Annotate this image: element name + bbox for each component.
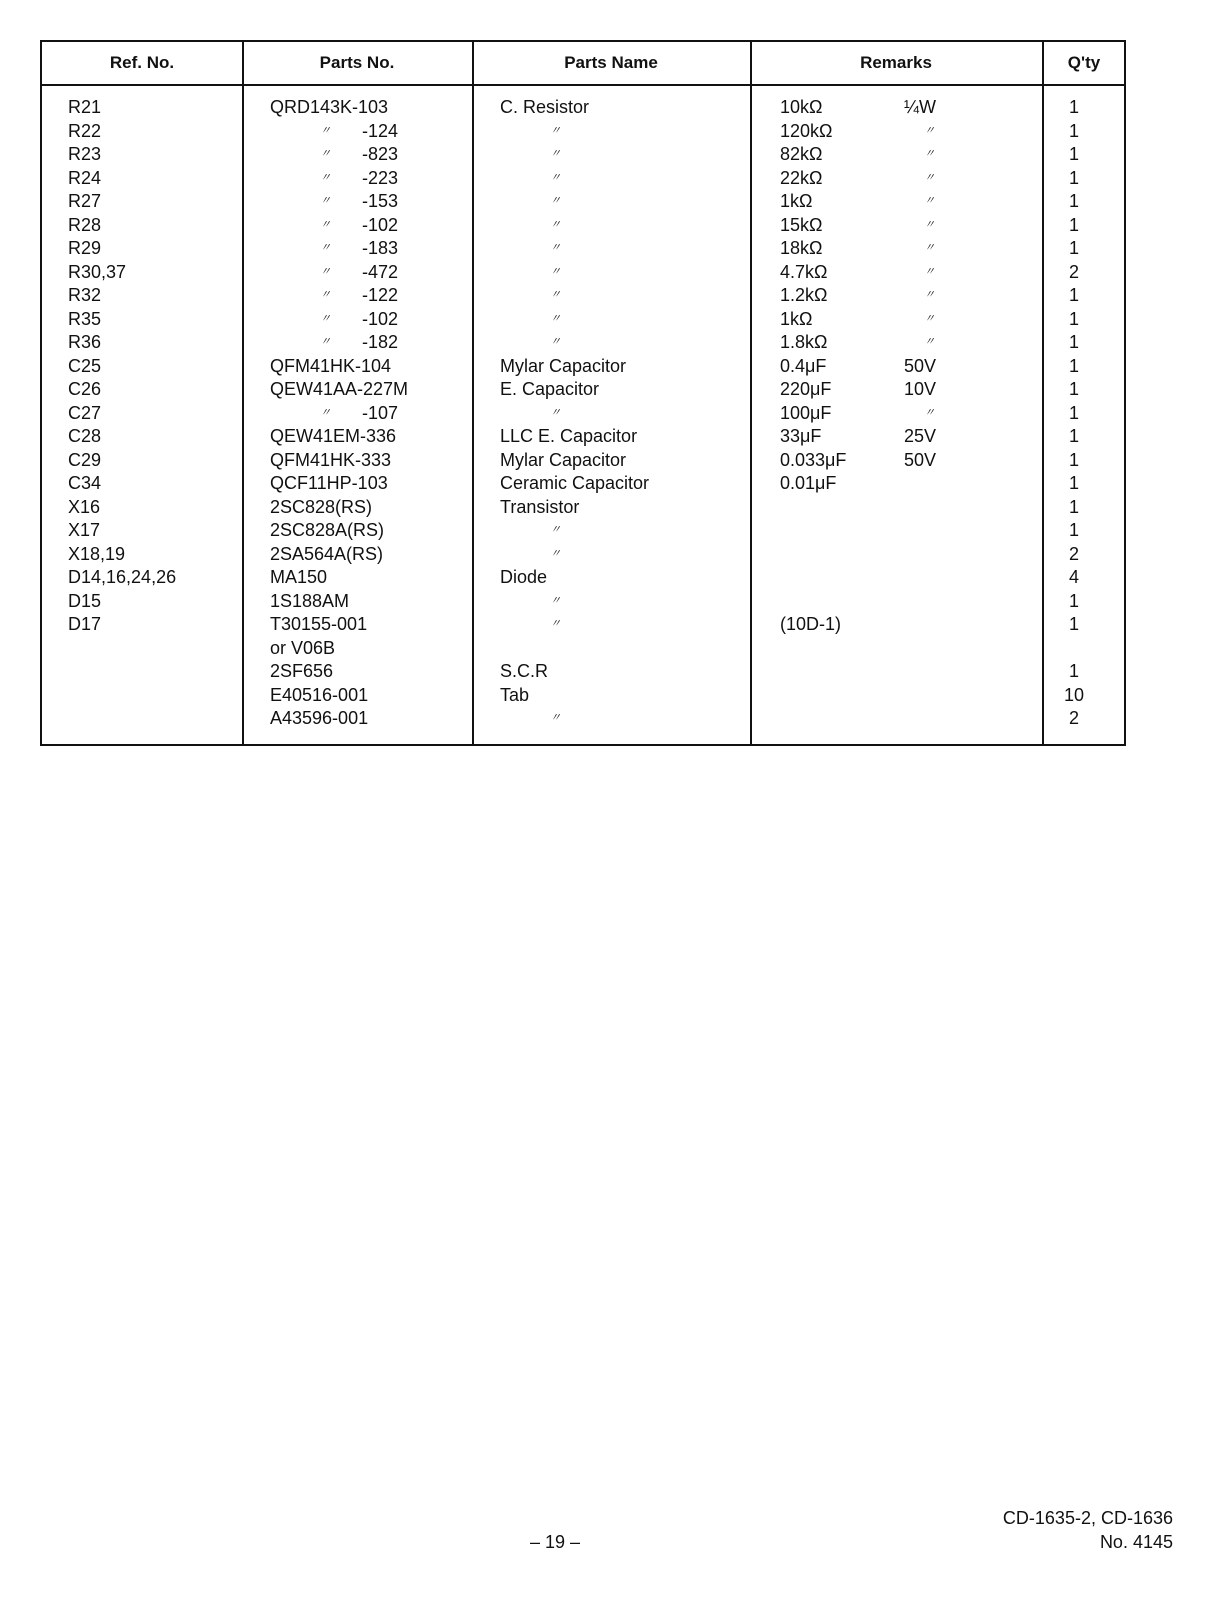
- qty-cell: 1: [1068, 238, 1079, 258]
- qty-cell: 1: [1068, 614, 1079, 634]
- remarks-rating-cell: 〃: [924, 195, 935, 207]
- qty-cell: 2: [1068, 261, 1079, 282]
- parts-no-cell: -102: [362, 308, 399, 329]
- remarks-value-cell: 4.7kΩ: [780, 261, 828, 282]
- qty-cell: 1: [1068, 214, 1079, 235]
- remarks-rating-cell: 10V: [904, 379, 937, 399]
- parts-no-cell: T30155-001: [270, 614, 368, 634]
- parts-no-cell: A43596-001: [270, 708, 369, 728]
- parts-name-cell: Mylar Capacitor: [500, 449, 627, 470]
- remarks-rating-cell: 〃: [924, 171, 935, 184]
- ref-no-cell: D17: [68, 614, 102, 634]
- parts-name-cell: 〃: [550, 171, 561, 184]
- parts-no-ditto: 〃: [320, 195, 331, 207]
- parts-no-cell: QFM41HK-104: [270, 355, 392, 376]
- qty-cell: 1: [1068, 308, 1079, 329]
- parts-name-cell: 〃: [550, 265, 561, 278]
- header-parts-no: Parts No.: [319, 53, 395, 72]
- qty-cell: 1: [1068, 144, 1079, 164]
- remarks-value-cell: 1.2kΩ: [780, 285, 828, 305]
- parts-no-cell: -182: [362, 332, 399, 352]
- qty-cell: 1: [1068, 379, 1079, 399]
- ref-no-cell: R23: [68, 144, 102, 164]
- remarks-rating-cell: 〃: [924, 218, 935, 231]
- parts-name-cell: 〃: [550, 594, 561, 607]
- qty-cell: 10: [1063, 684, 1085, 705]
- remarks-value-cell: 22kΩ: [780, 167, 823, 188]
- column-divider: [750, 42, 752, 744]
- parts-no-ditto: 〃: [320, 124, 331, 137]
- remarks-value-cell: 15kΩ: [780, 214, 823, 235]
- parts-name-cell: 〃: [550, 195, 561, 207]
- parts-no-cell: 2SA564A(RS): [270, 543, 384, 564]
- qty-cell: 1: [1068, 590, 1079, 611]
- ref-no-cell: R24: [68, 167, 102, 188]
- ref-no-cell: C26: [68, 379, 102, 399]
- document-number: No. 4145: [1099, 1532, 1173, 1552]
- parts-name-cell: 〃: [550, 406, 561, 419]
- ref-no-cell: C25: [68, 355, 102, 376]
- header-remarks: Remarks: [860, 53, 932, 72]
- ref-no-cell: D14,16,24,26: [68, 567, 177, 587]
- parts-no-cell: QEW41EM-336: [270, 426, 397, 446]
- ref-no-cell: R27: [68, 191, 102, 211]
- ref-no-cell: C34: [68, 473, 102, 493]
- parts-name-cell: C. Resistor: [500, 97, 590, 117]
- parts-name-cell: S.C.R: [500, 661, 549, 681]
- parts-name-cell: 〃: [550, 712, 561, 724]
- parts-no-cell: 2SC828A(RS): [270, 520, 385, 540]
- parts-name-cell: 〃: [550, 524, 561, 536]
- parts-no-cell: E40516-001: [270, 684, 369, 705]
- remarks-rating-cell: 〃: [924, 124, 935, 137]
- header-ref-no: Ref. No.: [109, 53, 175, 72]
- parts-no-cell: QRD143K-103: [270, 97, 389, 117]
- remarks-value-cell: 33μF: [780, 426, 822, 446]
- qty-cell: 1: [1068, 473, 1079, 493]
- qty-cell: 1: [1068, 285, 1079, 305]
- ref-no-cell: R28: [68, 214, 102, 235]
- remarks-rating-cell: 〃: [924, 336, 935, 348]
- parts-no-cell: QFM41HK-333: [270, 449, 392, 470]
- ref-no-cell: R29: [68, 238, 102, 258]
- parts-no-cell: 1S188AM: [270, 590, 350, 611]
- parts-no-ditto: 〃: [320, 289, 331, 301]
- parts-no-cell: or V06B: [270, 637, 336, 658]
- parts-name-cell: 〃: [550, 242, 561, 254]
- qty-cell: 1: [1068, 496, 1079, 517]
- model-number: CD-1635-2, CD-1636: [1002, 1508, 1173, 1528]
- parts-name-cell: Tab: [500, 684, 530, 705]
- ref-no-cell: D15: [68, 590, 102, 611]
- ref-no-cell: R32: [68, 285, 102, 305]
- parts-no-cell: QEW41AA-227M: [270, 379, 409, 399]
- parts-name-cell: E. Capacitor: [500, 379, 600, 399]
- parts-name-cell: Transistor: [500, 496, 580, 517]
- qty-cell: 1: [1068, 167, 1079, 188]
- remarks-rating-cell: ¼W: [904, 97, 937, 117]
- header-parts-name: Parts Name: [564, 53, 658, 72]
- ref-no-cell: C29: [68, 449, 102, 470]
- qty-cell: 1: [1068, 191, 1079, 211]
- parts-no-ditto: 〃: [320, 406, 331, 419]
- parts-no-cell: -223: [362, 167, 399, 188]
- parts-no-ditto: 〃: [320, 312, 331, 325]
- remarks-rating-cell: 〃: [924, 289, 935, 301]
- parts-no-cell: 2SC828(RS): [270, 496, 373, 517]
- qty-cell: 2: [1068, 543, 1079, 564]
- parts-name-cell: Ceramic Capacitor: [500, 473, 650, 493]
- parts-no-cell: -102: [362, 214, 399, 235]
- remarks-rating-cell: 50V: [904, 355, 937, 376]
- remarks-value-cell: 0.4μF: [780, 355, 827, 376]
- parts-no-cell: -124: [362, 120, 399, 141]
- parts-no-cell: -472: [362, 261, 399, 282]
- parts-no-cell: -183: [362, 238, 399, 258]
- parts-name-cell: 〃: [550, 336, 561, 348]
- parts-name-cell: 〃: [550, 547, 561, 560]
- parts-no-ditto: 〃: [320, 242, 331, 254]
- parts-no-ditto: 〃: [320, 218, 331, 231]
- column-divider: [472, 42, 474, 744]
- parts-no-ditto: 〃: [320, 336, 331, 348]
- column-divider: [242, 42, 244, 744]
- remarks-rating-cell: 〃: [924, 406, 935, 419]
- remarks-value-cell: 1.8kΩ: [780, 332, 828, 352]
- ref-no-cell: R21: [68, 97, 102, 117]
- ref-no-cell: X18,19: [68, 543, 126, 564]
- parts-name-cell: 〃: [550, 312, 561, 325]
- parts-no-cell: QCF11HP-103: [270, 473, 388, 493]
- parts-name-cell: Mylar Capacitor: [500, 355, 627, 376]
- parts-no-cell: -823: [362, 144, 399, 164]
- ref-no-cell: R22: [68, 120, 102, 141]
- remarks-rating-cell: 〃: [924, 242, 935, 254]
- qty-cell: 1: [1068, 426, 1079, 446]
- remarks-rating-cell: 25V: [904, 426, 937, 446]
- remarks-value-cell: 10kΩ: [780, 97, 823, 117]
- remarks-value-cell: 0.033μF: [780, 449, 847, 470]
- qty-cell: 1: [1068, 97, 1079, 117]
- parts-no-ditto: 〃: [320, 148, 331, 160]
- qty-cell: 2: [1068, 708, 1079, 728]
- parts-name-cell: 〃: [550, 124, 561, 137]
- qty-cell: 4: [1068, 567, 1079, 587]
- page-number: – 19 –: [530, 1532, 581, 1552]
- ref-no-cell: X17: [68, 520, 101, 540]
- parts-no-cell: -122: [362, 285, 399, 305]
- remarks-value-cell: 100μF: [780, 402, 832, 423]
- parts-name-cell: 〃: [550, 148, 561, 160]
- remarks-rating-cell: 50V: [904, 449, 937, 470]
- qty-cell: 1: [1068, 355, 1079, 376]
- qty-cell: 1: [1068, 332, 1079, 352]
- qty-cell: 1: [1068, 402, 1079, 423]
- remarks-rating-cell: 〃: [924, 148, 935, 160]
- parts-list-table: [40, 40, 1126, 746]
- remarks-value-cell: (10D-1): [780, 614, 842, 634]
- remarks-value-cell: 220μF: [780, 379, 832, 399]
- remarks-value-cell: 82kΩ: [780, 144, 823, 164]
- parts-no-cell: 2SF656: [270, 661, 334, 681]
- ref-no-cell: C28: [68, 426, 102, 446]
- remarks-rating-cell: 〃: [924, 312, 935, 325]
- ref-no-cell: C27: [68, 402, 102, 423]
- parts-no-cell: -153: [362, 191, 399, 211]
- remarks-value-cell: 1kΩ: [780, 191, 813, 211]
- parts-no-ditto: 〃: [320, 171, 331, 184]
- parts-no-ditto: 〃: [320, 265, 331, 278]
- qty-cell: 1: [1068, 520, 1079, 540]
- ref-no-cell: R36: [68, 332, 102, 352]
- ref-no-cell: R35: [68, 308, 102, 329]
- parts-no-cell: -107: [362, 402, 399, 423]
- parts-name-cell: Diode: [500, 567, 548, 587]
- remarks-value-cell: 1kΩ: [780, 308, 813, 329]
- qty-cell: 1: [1068, 661, 1079, 681]
- remarks-value-cell: 120kΩ: [780, 120, 833, 141]
- remarks-value-cell: 18kΩ: [780, 238, 823, 258]
- qty-cell: 1: [1068, 120, 1079, 141]
- header-rule: [42, 84, 1124, 86]
- ref-no-cell: X16: [68, 496, 101, 517]
- header-qty: Q'ty: [1067, 53, 1101, 72]
- parts-name-cell: LLC E. Capacitor: [500, 426, 638, 446]
- remarks-value-cell: 0.01μF: [780, 473, 837, 493]
- ref-no-cell: R30,37: [68, 261, 127, 282]
- parts-name-cell: 〃: [550, 289, 561, 301]
- parts-name-cell: 〃: [550, 218, 561, 231]
- parts-no-cell: MA150: [270, 567, 328, 587]
- parts-name-cell: 〃: [550, 618, 561, 630]
- remarks-rating-cell: 〃: [924, 265, 935, 278]
- qty-cell: 1: [1068, 449, 1079, 470]
